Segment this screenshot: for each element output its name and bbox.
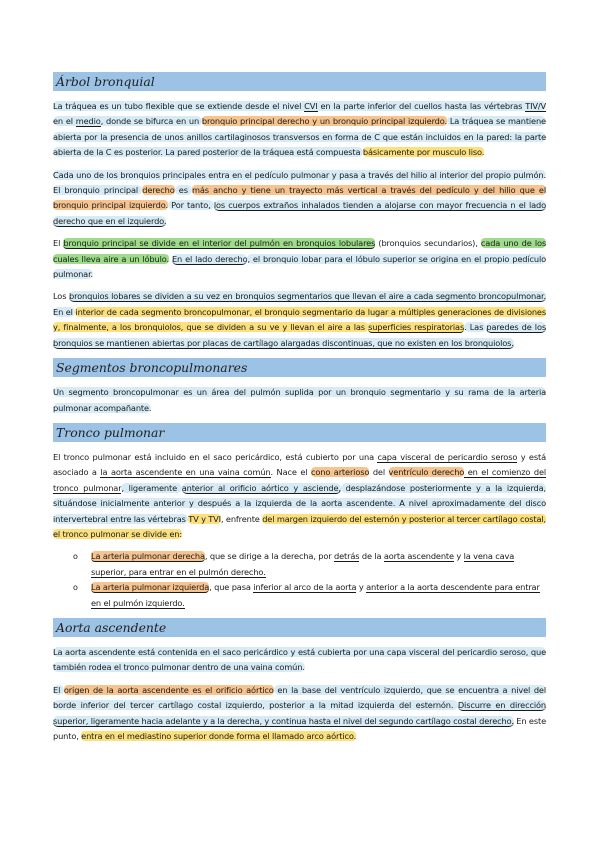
underlined-text: detrás: [333, 551, 360, 562]
text-run: La tráquea es un tubo flexible que se extiende desde el nivel: [53, 101, 305, 111]
section-heading-arbol-bronquial: Árbol bronquial: [53, 72, 546, 91]
text-run: y: [356, 582, 367, 593]
highlight-yellow: del margen izquierdo del esternón y posterior al tercer cartílago costal, el tronco pulmonar se divide en:: [53, 513, 547, 539]
highlight-yellow: interior de cada segmento broncopulmonar, el bronquio segmentario da lugar a múltiples generaciones de divisiones y, finalmente, a los bronquiolos, que se dividen a su ve y llevan el aire a las: [53, 306, 547, 333]
text-run: (bronquios secundarios),: [375, 238, 481, 249]
text-run: y está asociado a: [53, 451, 546, 478]
paragraph-traquea: [53, 99, 546, 161]
underlined-text: En el lado derecho: [171, 253, 248, 264]
text-run: La aorta ascendente está contenida en el saco pericárdico y está cubierta por una capa visceral del pericardio seroso, que también rodea el tronco pulmonar dentro de una vaina común.: [53, 646, 546, 673]
underlined-text: la aorta ascendente en una vaina común: [100, 467, 271, 478]
text-run: Por tanto,: [167, 200, 214, 211]
section-heading-tronco-pulmonar: Tronco pulmonar: [53, 423, 546, 442]
paragraph-aorta-1: [53, 645, 546, 676]
text-run: Cada uno de los bronquios principales entra en el pedículo pulmonar y pasa a través del hilio al interior del propio pulmón. El bronquio principal: [53, 169, 546, 196]
underlined-text: capa visceral de pericardio seroso: [377, 451, 518, 462]
notes-page: [53, 72, 546, 751]
underlined-text: aorta ascendente: [383, 551, 454, 562]
text-run: En este punto,: [53, 715, 546, 741]
highlight-orange: bronquio principal derecho y un bronquio principal izquierdo.: [201, 116, 447, 127]
paragraph-bronquios-principales: [53, 168, 546, 230]
underlined-text: inferior al arco de la aorta: [253, 582, 357, 593]
list-item: [53, 549, 546, 580]
text-run: , ligeramente: [121, 482, 182, 493]
highlight-orange: más ancho y tiene un trayecto más vertical a través del pedículo y del hilio que el bronquio principal izquierdo.: [53, 185, 546, 211]
highlight-green: bronquio principal se divide en el interior del pulmón en bronquios lobulares: [63, 238, 376, 249]
text-run: Un segmento broncopulmonar es un área del pulmón suplida por un bronquio segmentario y su rama de la arteria pulmonar acompañante.: [53, 387, 546, 413]
text-run: en el: [53, 116, 76, 127]
text-run: , que pasa: [209, 582, 254, 593]
paragraph-tronco: [53, 450, 546, 542]
section-heading-segmentos: Segmentos broncopulmonares: [53, 358, 546, 377]
text-run: . Nace el: [270, 467, 311, 478]
bullet-marker: o: [73, 552, 78, 562]
underlined-text: bronquios lobares se dividen a su vez en bronquios segmentarios que llevan el aire a cada segmento broncopulmonar.: [69, 291, 546, 302]
underlined-text: Discurre en dirección superior, ligeramente hacia adelante y a la derecha, y continua hasta el nivel del segundo cartílago costal derecho.: [53, 700, 546, 726]
underlined-text: superficies respiratorias: [368, 322, 465, 333]
underlined-text: anterior a la aorta descendente para entrar en el pulmón izquierdo.: [91, 582, 540, 608]
underlined-text: CVI: [304, 101, 318, 111]
text-run: de la: [359, 551, 384, 562]
text-run: , enfrente: [220, 513, 263, 524]
text-run: . Las: [464, 322, 487, 333]
bullet-marker: o: [73, 583, 78, 593]
text-run: El: [53, 684, 64, 695]
highlight-orange: derecho: [142, 185, 175, 196]
text-run: En el: [53, 306, 76, 317]
text-run: La tráquea se mantiene abierta por la presencia de unos anillos cartilaginosos transversos en forma de C que están incluidos en la pared: la parte abierta de la C es posterior. La pared posterior de la tráquea está compuesta: [53, 116, 546, 158]
list-item: [53, 580, 546, 611]
paragraph-segmento: [53, 385, 546, 416]
paragraph-bronquios-segmentarios: [53, 289, 546, 351]
text-run: desplazándose posteriormente y a la izquierda, situándose inicialmente anterior y después a la izquierda de la aorta ascendente. A nivel aproximadamente del disco intervertebral entre las vértebras: [53, 482, 547, 524]
highlight-orange: ventrículo derecho: [388, 467, 465, 478]
section-heading-aorta-ascendente: Aorta ascendente: [53, 618, 546, 637]
highlight-orange: cono arterioso: [310, 467, 370, 478]
highlight-orange: origen de la aorta ascendente es el orificio aórtico: [63, 684, 274, 695]
text-run: del: [369, 467, 389, 478]
text-run: , donde se bifurca en un: [100, 116, 202, 127]
underlined-text: anterior al orificio aórtico y asciende,: [181, 482, 341, 493]
underlined-text: en el comienzo del tronco pulmonar: [53, 467, 547, 493]
highlight-green: cada uno de los cuales lleva aire a un lóbulo.: [53, 238, 547, 264]
bullet-list-arterias: [53, 549, 546, 611]
paragraph-bronquios-lobulares: [53, 236, 546, 282]
underlined-text: paredes de los bronquios se mantienen abiertas por placas de cartílago alargadas discontinuas, que no existen en los bronquiolos.: [53, 322, 546, 348]
text-run: El: [53, 238, 64, 249]
text-run: , el bronquio lobar para el lóbulo superior se origina en el propio pedículo pulmonar.: [53, 253, 546, 280]
underlined-text: TIV/V: [525, 101, 546, 111]
underlined-text: medio: [75, 116, 101, 127]
text-run: y: [453, 551, 464, 562]
highlight-yellow: entra en el mediastino superior donde forma el llamado arco aórtico.: [81, 731, 357, 741]
paragraph-aorta-2: [53, 683, 546, 745]
text-run: en la parte inferior del cuellos hasta las vértebras: [317, 101, 526, 111]
text-run: es: [174, 185, 193, 196]
underlined-text: los cuerpos extraños inhalados tienden a alojarse con mayor frecuencia n el lado derecho que en el izquierdo.: [53, 200, 547, 226]
text-run: , que se dirige a la derecha, por: [204, 551, 334, 562]
highlight-yellow: TV y TVI: [188, 513, 221, 524]
text-run: Los: [53, 291, 70, 302]
highlight-yellow: básicamente por musculo liso.: [362, 147, 485, 158]
underlined-text: La arteria pulmonar izquierda: [91, 582, 210, 593]
underlined-text: La arteria pulmonar derecha: [91, 551, 205, 562]
text-run: en la base del ventrículo izquierdo, que se encuentra a nivel del borde inferior del tercer cartílago costal izquierdo, posterior a la mitad izquierda del esternón.: [53, 684, 546, 711]
underlined-text: la vena cava superior, para entrar en el pulmón derecho.: [91, 551, 515, 577]
text-run: El tronco pulmonar está incluido en el saco pericárdico, está cubierto por una: [53, 451, 378, 462]
